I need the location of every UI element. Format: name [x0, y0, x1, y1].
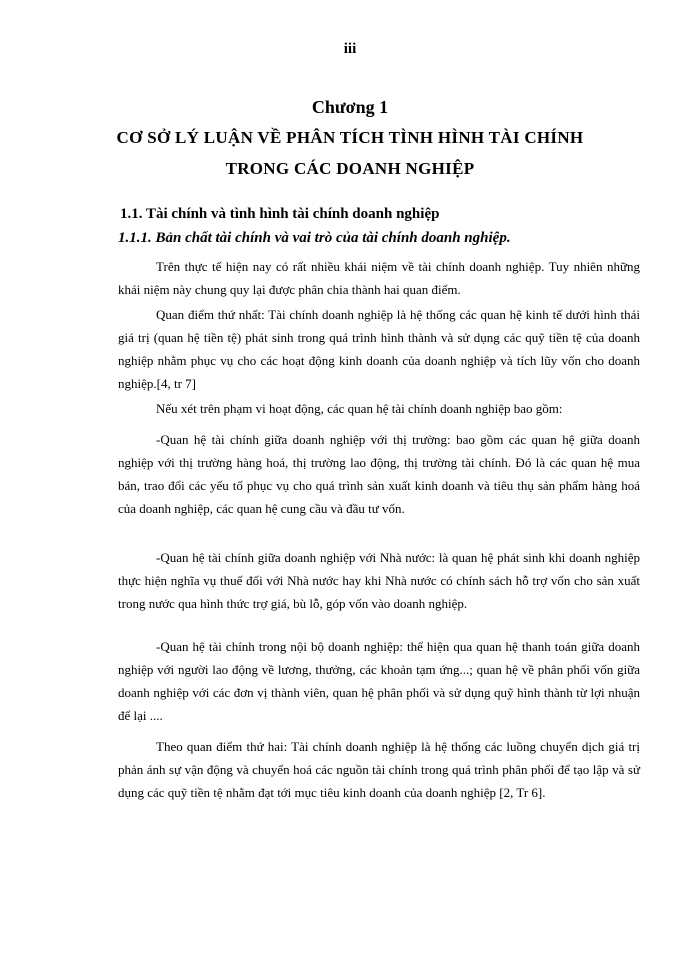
paragraph-internal-relations: -Quan hệ tài chính trong nội bộ doanh nghiệp: thể hiện qua quan hệ thanh toán giữa doanh nghiệp với người lao động về lương, thưởng, các khoản tạm ứng...; quan hệ về phân phối vốn giữa doanh nghiệp với các đơn vị thành viên, quan hệ phân phối và sử dụng quỹ hình thành từ lợi nhuận để lại .... [118, 639, 640, 723]
chapter-title-line-1: CƠ SỞ LÝ LUẬN VỀ PHÂN TÍCH TÌNH HÌNH TÀI CHÍNH [116, 128, 584, 147]
paragraph-second-viewpoint: Theo quan điểm thứ hai: Tài chính doanh nghiệp là hệ thống các luồng chuyển dịch giá trị phản ánh sự vận động và chuyển hoá các nguồn tài chính trong quá trình phân phối để tạo lập và sử dụng các quỹ tiền tệ nhằm đạt tới mục tiêu kinh doanh của doanh nghiệp [2, Tr 6]. [118, 739, 640, 800]
page-number: iii [343, 41, 357, 57]
chapter-title-line-2: TRONG CÁC DOANH NGHIỆP [225, 159, 475, 178]
paragraph-first-viewpoint: Quan điểm thứ nhất: Tài chính doanh nghiệp là hệ thống các quan hệ kinh tế dưới hình thái giá trị (quan hệ tiền tệ) phát sinh trong quá trình hình thành và sử dụng các quỹ tiền tệ của doanh nghiệp nhằm phục vụ cho các hoạt động kinh doanh của doanh nghiệp và tích lũy vốn cho doanh nghiệp.[4, tr 7] [118, 307, 640, 391]
paragraph-market-relations: -Quan hệ tài chính giữa doanh nghiệp với thị trường: bao gồm các quan hệ giữa doanh nghiệp với thị trường hàng hoá, thị trường lao động, thị trường tài chính. Đó là các quan hệ mua bán, trao đổi các yếu tố phục vụ cho quá trình sản xuất kinh doanh và tiêu thụ sản phẩm hàng hoá của doanh nghiệp, các quan hệ cung cầu và đầu tư vốn. [118, 432, 640, 516]
paragraph-scope: Nếu xét trên phạm vi hoạt động, các quan hệ tài chính doanh nghiệp bao gồm: [156, 401, 563, 416]
subsection-heading: 1.1.1. Bản chất tài chính và vai trò của tài chính doanh nghiệp. [118, 230, 511, 246]
chapter-label: Chương 1 [311, 97, 389, 117]
section-heading: 1.1. Tài chính và tình hình tài chính doanh nghiệp [120, 206, 440, 222]
paragraph-state-relations: -Quan hệ tài chính giữa doanh nghiệp với Nhà nước: là quan hệ phát sinh khi doanh nghiệp thực hiện nghĩa vụ thuế đối với Nhà nước hay khi Nhà nước có chính sách hỗ trợ vốn cho sản xuất trong nước qua hình thức trợ giá, bù lỗ, góp vốn vào doanh nghiệp. [118, 550, 640, 611]
paragraph-intro: Trên thực tế hiện nay có rất nhiều khái niệm về tài chính doanh nghiệp. Tuy nhiên những khái niệm này chung quy lại được phân chia thành hai quan điểm. [118, 259, 640, 297]
